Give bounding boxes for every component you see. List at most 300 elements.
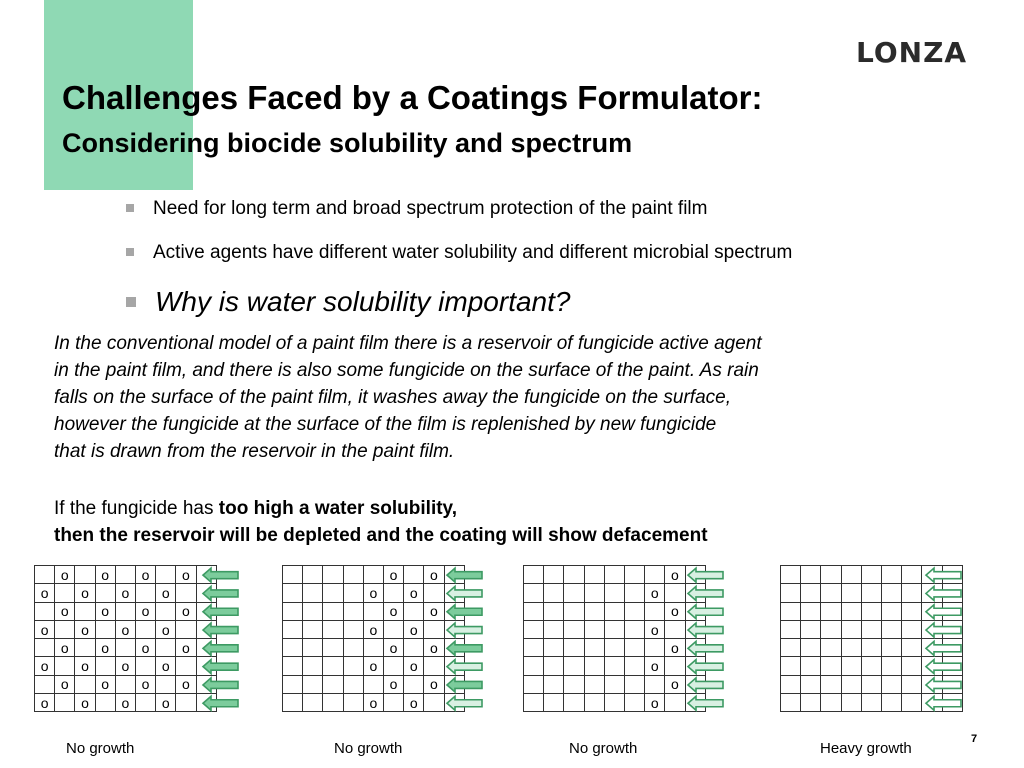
grid-cell: [841, 584, 861, 602]
grid-row: [524, 639, 706, 657]
grid-cell: [881, 694, 901, 712]
grid-cell: [343, 639, 363, 657]
grid-cell: [902, 602, 922, 620]
grid-cell: [861, 657, 881, 675]
grid-cell: [801, 675, 821, 693]
paint-film-grid: [523, 565, 706, 712]
left-arrow-icon: [926, 586, 961, 600]
left-arrow-icon: [447, 623, 482, 637]
grid-cell: [861, 620, 881, 638]
grid-cell: [303, 620, 323, 638]
grid-cell: [343, 675, 363, 693]
fungicide-marker: o: [383, 602, 403, 620]
left-arrow-icon: [203, 696, 238, 710]
grid-cell: [544, 675, 564, 693]
bullet-item: [126, 198, 707, 220]
grid-cell: [135, 620, 155, 638]
grid-cell: [524, 602, 544, 620]
page-number: 7: [971, 733, 978, 745]
fungicide-marker: o: [95, 566, 115, 584]
grid-cell: [584, 694, 604, 712]
grid-cell: [801, 584, 821, 602]
bullet-item: [126, 242, 792, 264]
grid-cell: [544, 584, 564, 602]
fungicide-marker: o: [156, 584, 176, 602]
lonza-logo: LONZA: [856, 36, 968, 69]
explanation-paragraph: [54, 330, 934, 465]
grid-cell: [424, 584, 444, 602]
grid-cell: [645, 675, 665, 693]
grid-cell: [115, 566, 135, 584]
grid-cell: [881, 657, 901, 675]
grid-cell: [564, 657, 584, 675]
grid-cell: [343, 620, 363, 638]
grid-cell: [902, 657, 922, 675]
fungicide-marker: o: [95, 639, 115, 657]
grid-cell: [524, 657, 544, 675]
grid-cell: [841, 602, 861, 620]
rain-arrows: [446, 565, 486, 715]
left-arrow-icon: [203, 605, 238, 619]
fungicide-marker: o: [645, 694, 665, 712]
grid-cell: [95, 584, 115, 602]
fungicide-marker: o: [135, 566, 155, 584]
grid-cell: [115, 639, 135, 657]
grid-cell: [323, 675, 343, 693]
grid-caption: No growth: [569, 740, 638, 757]
grid-row: [524, 620, 706, 638]
grid-cell: [584, 620, 604, 638]
grid-cell: [75, 675, 95, 693]
grid-cell: [841, 639, 861, 657]
grid-cell: [624, 675, 644, 693]
grid-row: [35, 675, 217, 693]
bullet-text: Active agents have different water solubility and different microbial spectrum: [153, 242, 793, 263]
fungicide-marker: o: [75, 694, 95, 712]
fungicide-marker: o: [665, 602, 685, 620]
grid-cell: [801, 639, 821, 657]
fungicide-marker: o: [75, 657, 95, 675]
grid-cell: [821, 657, 841, 675]
note-line-2: then the reservoir will be depleted and the coating will show defacement: [54, 525, 708, 546]
grid-cell: [902, 694, 922, 712]
left-arrow-icon: [688, 660, 723, 674]
left-arrow-icon: [447, 678, 482, 692]
grid-cell: [584, 639, 604, 657]
grid-row: [35, 639, 217, 657]
grid-cell: [821, 694, 841, 712]
left-arrow-icon: [926, 623, 961, 637]
grid-cell: [645, 566, 665, 584]
left-arrow-icon: [203, 623, 238, 637]
grid-row: [283, 657, 465, 675]
bullet-item-question: [126, 286, 570, 318]
fungicide-marker: o: [95, 675, 115, 693]
left-arrow-icon: [688, 605, 723, 619]
fungicide-marker: o: [363, 694, 383, 712]
grid-cell: [564, 620, 584, 638]
grid-cell: [115, 675, 135, 693]
fungicide-marker: o: [363, 584, 383, 602]
grid-cell: [801, 620, 821, 638]
fungicide-marker: o: [55, 639, 75, 657]
grid-cell: [645, 602, 665, 620]
fungicide-marker: o: [665, 639, 685, 657]
fungicide-marker: o: [176, 675, 196, 693]
grid-cell: [781, 639, 801, 657]
grid-cell: [75, 639, 95, 657]
grid-cell: [861, 694, 881, 712]
grid-cell: [75, 602, 95, 620]
grid-cell: [283, 657, 303, 675]
grid-cell: [564, 694, 584, 712]
grid-cell: [781, 694, 801, 712]
grid-cell: [881, 620, 901, 638]
grid-cell: [821, 602, 841, 620]
grid-cell: [645, 639, 665, 657]
grid-caption: No growth: [334, 740, 403, 757]
grid-cell: [564, 602, 584, 620]
grid-cell: [343, 584, 363, 602]
left-arrow-icon: [447, 586, 482, 600]
grid-row: [524, 584, 706, 602]
grid-cell: [544, 620, 564, 638]
grid-cell: [323, 584, 343, 602]
fungicide-marker: o: [645, 584, 665, 602]
grid-row: [524, 675, 706, 693]
grid-cell: [902, 620, 922, 638]
fungicide-marker: o: [156, 620, 176, 638]
grid-cell: [383, 620, 403, 638]
grid-row: [35, 694, 217, 712]
grid-cell: [156, 566, 176, 584]
note-emphasis: too high a water solubility,: [218, 498, 457, 519]
grid-cell: [544, 639, 564, 657]
paragraph-line: In the conventional model of a paint film there is a reservoir of fungicide active agent: [54, 333, 762, 354]
grid-cell: [283, 620, 303, 638]
grid-cell: [95, 694, 115, 712]
grid-cell: [176, 584, 196, 602]
grid-cell: [35, 675, 55, 693]
grid-cell: [283, 675, 303, 693]
grid-caption: No growth: [66, 740, 135, 757]
grid-cell: [841, 694, 861, 712]
left-arrow-icon: [926, 641, 961, 655]
fungicide-marker: o: [135, 602, 155, 620]
grid-cell: [604, 620, 624, 638]
grid-cell: [135, 657, 155, 675]
grid-cell: [524, 566, 544, 584]
grid-cell: [343, 602, 363, 620]
grid-cell: [363, 602, 383, 620]
grid-cell: [323, 657, 343, 675]
paragraph-line: that is drawn from the reservoir in the paint film.: [54, 441, 455, 462]
grid-cell: [156, 675, 176, 693]
grid-cell: [323, 620, 343, 638]
fungicide-marker: o: [75, 584, 95, 602]
fungicide-marker: o: [383, 675, 403, 693]
fungicide-marker: o: [424, 639, 444, 657]
grid-cell: [564, 639, 584, 657]
grid-cell: [801, 602, 821, 620]
left-arrow-icon: [688, 586, 723, 600]
fungicide-marker: o: [35, 620, 55, 638]
paint-film-grid: [282, 565, 465, 712]
grid-cell: [303, 602, 323, 620]
grid-cell: [564, 584, 584, 602]
fungicide-marker: o: [404, 620, 424, 638]
grid-cell: [624, 694, 644, 712]
grid-row: [35, 602, 217, 620]
grid-row: [35, 584, 217, 602]
grid-cell: [343, 694, 363, 712]
grid-row: [524, 566, 706, 584]
left-arrow-icon: [926, 568, 961, 582]
grid-cell: [303, 657, 323, 675]
grid-cell: [135, 694, 155, 712]
left-arrow-icon: [203, 660, 238, 674]
solubility-note: [54, 495, 708, 549]
fungicide-marker: o: [665, 675, 685, 693]
grid-cell: [55, 657, 75, 675]
grid-cell: [404, 675, 424, 693]
grid-row: [283, 620, 465, 638]
left-arrow-icon: [926, 678, 961, 692]
grid-cell: [861, 566, 881, 584]
grid-cell: [544, 694, 564, 712]
fungicide-marker: o: [404, 584, 424, 602]
grid-cell: [283, 566, 303, 584]
fungicide-marker: o: [156, 694, 176, 712]
grid-cell: [841, 675, 861, 693]
left-arrow-icon: [447, 696, 482, 710]
grid-cell: [861, 639, 881, 657]
grid-row: [283, 694, 465, 712]
grid-cell: [135, 584, 155, 602]
left-arrow-icon: [203, 641, 238, 655]
bullet-square-icon: [126, 204, 134, 212]
grid-cell: [424, 694, 444, 712]
grid-cell: [665, 694, 685, 712]
grid-cell: [176, 620, 196, 638]
grid-cell: [383, 584, 403, 602]
grid-cell: [801, 566, 821, 584]
fungicide-marker: o: [115, 657, 135, 675]
left-arrow-icon: [926, 696, 961, 710]
grid-row: [35, 566, 217, 584]
paint-film-grid: [34, 565, 217, 712]
grid-cell: [283, 639, 303, 657]
grid-cell: [35, 566, 55, 584]
grid-cell: [283, 602, 303, 620]
grid-cell: [323, 639, 343, 657]
grid-cell: [323, 694, 343, 712]
grid-cell: [343, 566, 363, 584]
grid-cell: [383, 657, 403, 675]
left-arrow-icon: [688, 623, 723, 637]
grid-cell: [781, 584, 801, 602]
bullet-text: Why is water solubility important?: [155, 286, 571, 317]
grid-cell: [902, 675, 922, 693]
grid-cell: [604, 675, 624, 693]
grid-cell: [95, 620, 115, 638]
rain-arrows: [202, 565, 242, 715]
grid-cell: [665, 620, 685, 638]
grid-cell: [176, 657, 196, 675]
fungicide-marker: o: [55, 566, 75, 584]
grid-cell: [35, 602, 55, 620]
grid-cell: [604, 639, 624, 657]
grid-cell: [524, 620, 544, 638]
bullet-text: Need for long term and broad spectrum protection of the paint film: [153, 198, 708, 219]
grid-cell: [156, 602, 176, 620]
grid-cell: [665, 657, 685, 675]
grid-caption: Heavy growth: [820, 740, 912, 757]
left-arrow-icon: [447, 605, 482, 619]
grid-cell: [781, 675, 801, 693]
grid-cell: [821, 639, 841, 657]
grid-cell: [544, 566, 564, 584]
grid-cell: [821, 620, 841, 638]
grid-cell: [424, 657, 444, 675]
left-arrow-icon: [203, 568, 238, 582]
fungicide-marker: o: [35, 694, 55, 712]
fungicide-marker: o: [115, 620, 135, 638]
grid-cell: [665, 584, 685, 602]
grid-cell: [902, 639, 922, 657]
fungicide-marker: o: [35, 584, 55, 602]
slide-subtitle: Considering biocide solubility and spectrum: [62, 128, 633, 158]
fungicide-marker: o: [176, 566, 196, 584]
fungicide-marker: o: [156, 657, 176, 675]
grid-cell: [821, 566, 841, 584]
grid-cell: [424, 620, 444, 638]
fungicide-marker: o: [424, 675, 444, 693]
grid-cell: [303, 566, 323, 584]
grid-cell: [55, 694, 75, 712]
grid-cell: [604, 694, 624, 712]
grid-row: [283, 566, 465, 584]
fungicide-marker: o: [135, 675, 155, 693]
grid-row: [283, 675, 465, 693]
fungicide-marker: o: [404, 657, 424, 675]
grid-cell: [404, 566, 424, 584]
grid-table: [523, 565, 706, 712]
grid-cell: [861, 602, 881, 620]
grid-cell: [584, 675, 604, 693]
grid-cell: [35, 639, 55, 657]
grid-cell: [902, 584, 922, 602]
grid-cell: [881, 602, 901, 620]
grid-cell: [303, 584, 323, 602]
fungicide-marker: o: [645, 620, 665, 638]
grid-row: [283, 639, 465, 657]
fungicide-marker: o: [95, 602, 115, 620]
note-prefix: If the fungicide has: [54, 498, 219, 519]
grid-cell: [303, 694, 323, 712]
grid-cell: [363, 675, 383, 693]
left-arrow-icon: [203, 586, 238, 600]
grid-cell: [624, 639, 644, 657]
grid-row: [283, 584, 465, 602]
grid-row: [35, 620, 217, 638]
grid-cell: [624, 584, 644, 602]
fungicide-marker: o: [176, 602, 196, 620]
grid-cell: [584, 602, 604, 620]
grid-cell: [841, 620, 861, 638]
grid-cell: [624, 620, 644, 638]
grid-cell: [801, 657, 821, 675]
grid-cell: [404, 639, 424, 657]
fungicide-marker: o: [424, 602, 444, 620]
grid-cell: [881, 566, 901, 584]
grid-cell: [363, 566, 383, 584]
bullet-square-icon: [126, 297, 136, 307]
grid-row: [283, 602, 465, 620]
grid-cell: [323, 602, 343, 620]
fungicide-marker: o: [383, 566, 403, 584]
grid-row: [524, 657, 706, 675]
fungicide-marker: o: [363, 657, 383, 675]
left-arrow-icon: [688, 678, 723, 692]
grid-cell: [902, 566, 922, 584]
grid-cell: [544, 657, 564, 675]
fungicide-marker: o: [55, 602, 75, 620]
rain-arrows: [687, 565, 727, 715]
note-line-1: [54, 495, 708, 522]
paragraph-line: falls on the surface of the paint film, it washes away the fungicide on the surface,: [54, 387, 731, 408]
grid-cell: [781, 620, 801, 638]
left-arrow-icon: [926, 660, 961, 674]
grid-cell: [283, 694, 303, 712]
grid-cell: [604, 584, 624, 602]
grid-cell: [75, 566, 95, 584]
left-arrow-icon: [688, 641, 723, 655]
fungicide-marker: o: [363, 620, 383, 638]
grid-cell: [323, 566, 343, 584]
rain-arrows: [925, 565, 965, 715]
grid-cell: [115, 602, 135, 620]
grid-cell: [584, 657, 604, 675]
grid-cell: [624, 657, 644, 675]
grid-cell: [95, 657, 115, 675]
grid-cell: [564, 675, 584, 693]
fungicide-marker: o: [176, 639, 196, 657]
fungicide-marker: o: [35, 657, 55, 675]
grid-cell: [584, 584, 604, 602]
grid-cell: [604, 602, 624, 620]
grid-cell: [524, 694, 544, 712]
grid-cell: [55, 620, 75, 638]
grid-cell: [821, 675, 841, 693]
grid-table: [34, 565, 217, 712]
grid-cell: [343, 657, 363, 675]
grid-cell: [861, 584, 881, 602]
grid-cell: [303, 639, 323, 657]
left-arrow-icon: [688, 696, 723, 710]
fungicide-marker: o: [404, 694, 424, 712]
grid-cell: [604, 657, 624, 675]
grid-cell: [881, 584, 901, 602]
fungicide-marker: o: [135, 639, 155, 657]
fungicide-marker: o: [75, 620, 95, 638]
grid-cell: [524, 639, 544, 657]
fungicide-marker: o: [115, 694, 135, 712]
left-arrow-icon: [447, 641, 482, 655]
grid-cell: [55, 584, 75, 602]
grid-cell: [861, 675, 881, 693]
grid-cell: [524, 584, 544, 602]
